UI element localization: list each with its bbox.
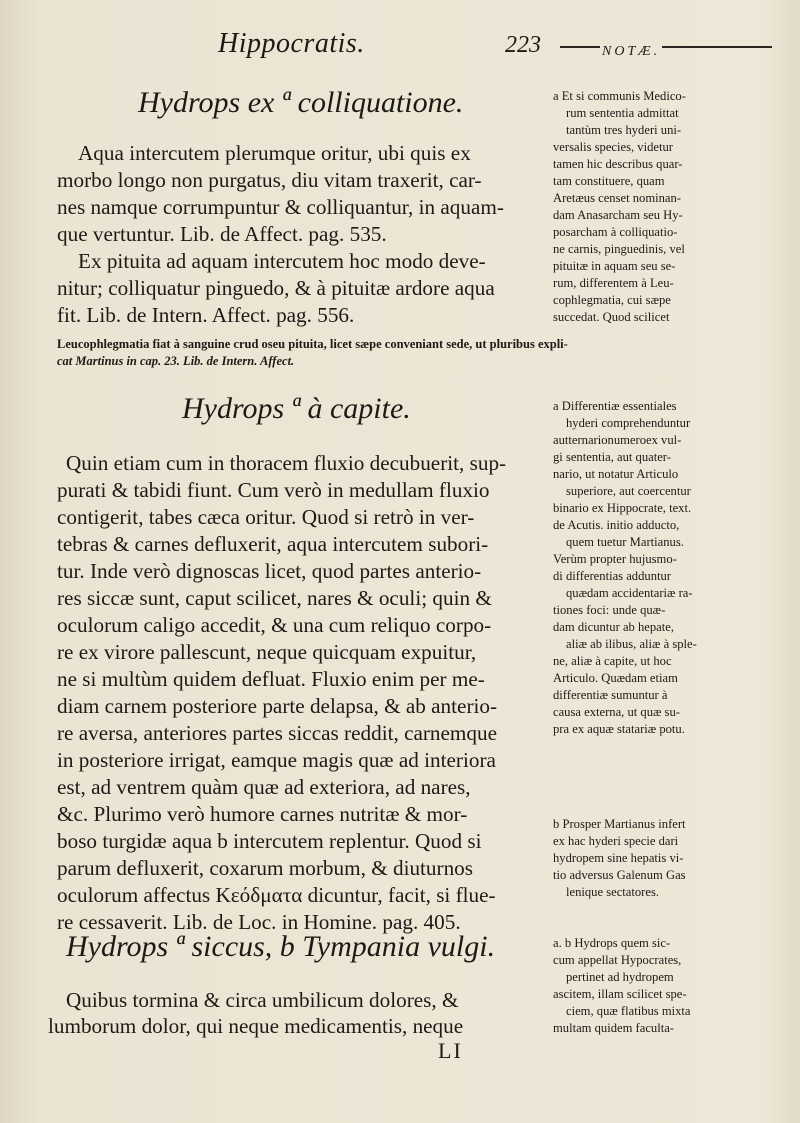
note-line: superiore, aut coercentur	[566, 484, 691, 498]
note-line: ex hac hyderi specie dari	[553, 834, 679, 848]
signature-mark: LI	[438, 1038, 463, 1063]
note-line: quem tuetur Martianus.	[566, 535, 684, 549]
note-line: autternarionumeroex vul-	[553, 433, 682, 447]
text-line: nitur; colliquatur pinguedo, & à pituitæ ardore aqua	[57, 276, 495, 300]
note-line: de Acutis. initio adducto,	[553, 518, 680, 532]
text-line: Ex pituita ad aquam intercutem hoc modo deve-	[78, 249, 486, 273]
note-line: a. b Hydrops quem sic-	[553, 936, 671, 950]
text-line: oculorum caligo accedit, & una cum reliquo corpo-	[57, 613, 492, 637]
note-line: multam quidem faculta-	[553, 1021, 674, 1035]
note-line: dam Anasarcham seu Hy-	[553, 208, 683, 222]
note-line: b Prosper Martianus infert	[553, 817, 686, 831]
text-line: ne si multùm quidem defluat. Fluxio enim per me-	[57, 667, 485, 691]
note-line: dam dicuntur ab hepate,	[553, 620, 674, 634]
note-line: rum, differentem à Leu-	[553, 276, 674, 290]
text-line: boso turgidæ aqua b intercutem replentur. Quod si	[57, 829, 482, 853]
note-line: ciem, quæ flatibus mixta	[566, 1004, 691, 1018]
footnote-line: Leucophlegmatia fiat à sanguine crud oseu pituita, licet sæpe conveniant sede, ut pluribus expli-	[57, 337, 568, 351]
note-line: quædam accidentariæ ra-	[566, 586, 693, 600]
note-line: tamen hic describus quar-	[553, 157, 683, 171]
note-line: a Et si communis Medico-	[553, 89, 686, 103]
section-title-colliquatione: Hydrops ex ª colliquatione.	[138, 86, 464, 119]
text-line: tur. Inde verò dignoscas licet, quod partes anterio-	[57, 559, 482, 583]
note-line: di differentias adduntur	[553, 569, 671, 583]
section-title-capite: Hydrops ª à capite.	[182, 392, 411, 425]
note-line: pertinet ad hydropem	[566, 970, 674, 984]
note-line: versalis species, videtur	[553, 140, 673, 154]
text-line: fit. Lib. de Intern. Affect. pag. 556.	[57, 303, 355, 327]
text-line: diam carnem posteriore parte delapsa, & ab anterio-	[57, 694, 498, 718]
note-line: a Differentiæ essentiales	[553, 399, 677, 413]
header-rule-left	[560, 46, 600, 48]
text-line: tebras & carnes defluxerit, aqua intercutem subori-	[57, 532, 489, 556]
note-line: lenique sectatores.	[566, 885, 660, 899]
note-line: tantùm tres hyderi uni-	[566, 123, 682, 137]
note-line: hyderi comprehenduntur	[566, 416, 691, 430]
section-title-siccus: Hydrops ª siccus, b Tympania vulgi.	[66, 930, 496, 963]
text-line: in posteriore irrigat, eamque magis quæ ad interiora	[57, 748, 496, 772]
note-line: ne carnis, pinguedinis, vel	[553, 242, 685, 256]
note-line: pituitæ in aquam seu se-	[553, 259, 676, 273]
notes-heading: NOTÆ.	[602, 44, 661, 59]
note-line: aliæ ab ilibus, aliæ à sple-	[566, 637, 697, 651]
text-line: re ex virore pallescunt, neque quicquam expuitur,	[57, 640, 477, 664]
note-line: Aretæus censet nominan-	[553, 191, 682, 205]
note-line: posarcham à colliquatio-	[553, 225, 678, 239]
note-line: tio adversus Galenum Gas	[553, 868, 686, 882]
note-line: ne, aliæ à capite, ut hoc	[553, 654, 672, 668]
page-number: 223	[505, 32, 541, 58]
text-line: que vertuntur. Lib. de Affect. pag. 535.	[57, 222, 387, 246]
note-line: ascitem, illam scilicet spe-	[553, 987, 687, 1001]
text-line: Aqua intercutem plerumque oritur, ubi quis ex	[78, 141, 471, 165]
note-line: binario ex Hippocrate, text.	[553, 501, 692, 515]
text-line: re cessaverit. Lib. de Loc. in Homine. pag. 405.	[57, 910, 461, 934]
note-line: causa externa, ut quæ su-	[553, 705, 680, 719]
text-line: lumborum dolor, qui neque medicamentis, neque	[48, 1014, 464, 1038]
note-line: pra ex aquæ statariæ potu.	[553, 722, 685, 736]
note-line: cum appellat Hypocrates,	[553, 953, 682, 967]
running-head: Hippocratis.	[218, 28, 365, 59]
text-line: re aversa, anteriores partes siccas reddit, carnemque	[57, 721, 498, 745]
text-line: morbo longo non purgatus, diu vitam traxerit, car-	[57, 168, 482, 192]
note-line: Verùm propter hujusmo-	[553, 552, 677, 566]
text-line: nes namque corrumpuntur & colliquantur, in aquam-	[57, 195, 504, 219]
page-header	[0, 24, 800, 64]
text-line: Quin etiam cum in thoracem fluxio decubuerit, sup-	[66, 451, 507, 475]
text-line: res siccæ sunt, caput scilicet, nares & oculi; quin &	[57, 586, 492, 610]
footnote-line: cat Martinus in cap. 23. Lib. de Intern. Affect.	[57, 354, 295, 368]
note-line: gi sententia, aut quater-	[553, 450, 671, 464]
note-line: differentiæ sumuntur à	[553, 688, 668, 702]
note-line: cophlegmatia, cui sæpe	[553, 293, 671, 307]
header-rule-right	[662, 46, 772, 48]
text-line: purati & tabidi fiunt. Cum verò in medullam fluxio	[57, 478, 490, 502]
text-line: contigerit, tabes cæca oritur. Quod si retrò in ver-	[57, 505, 475, 529]
text-line: oculorum affectus Κεόδματα dicuntur, facit, si flue-	[57, 883, 496, 907]
note-line: tiones foci: unde quæ-	[553, 603, 666, 617]
text-line: parum defluxerit, coxarum morbum, & diuturnos	[57, 856, 474, 880]
note-line: hydropem sine hepatis vi-	[553, 851, 684, 865]
note-line: tam constituere, quam	[553, 174, 665, 188]
note-line: rum sententia admittat	[566, 106, 679, 120]
text-line: &c. Plurimo verò humore carnes nutritæ & mor-	[57, 802, 468, 826]
note-line: nario, ut notatur Articulo	[553, 467, 679, 481]
note-line: Articulo. Quædam etiam	[553, 671, 678, 685]
note-line: succedat. Quod scilicet	[553, 310, 670, 324]
text-line: Quibus tormina & circa umbilicum dolores, &	[66, 988, 459, 1012]
text-line: est, ad ventrem quàm quæ ad exteriora, ad nares,	[57, 775, 471, 799]
